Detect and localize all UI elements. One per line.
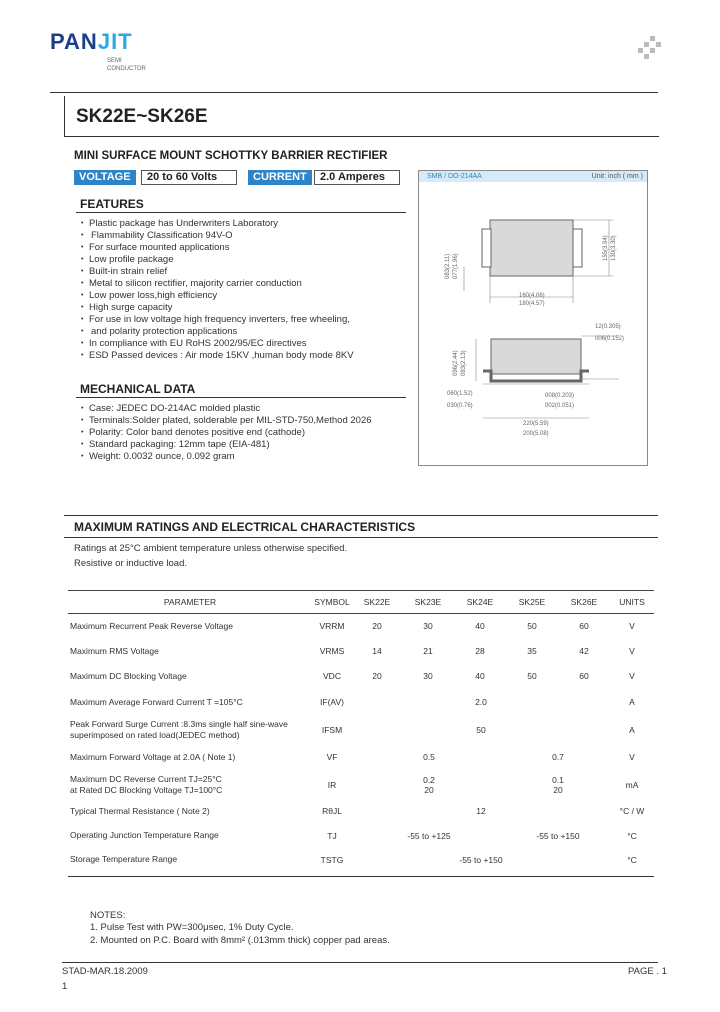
symbol-cell: TJ [327,830,337,841]
dim-label: 200(5.08) [523,431,549,437]
value-line: 0.2 [423,774,435,785]
value-cell: 14 [372,646,382,656]
list-item: • In compliance with EU RoHS 2002/95/EC directives [80,338,354,350]
features-title: FEATURES [80,197,144,211]
list-item: • Polarity: Color band denotes positive end (cathode) [80,427,372,439]
page-label: PAGE . 1 [628,966,667,977]
table-bottom-rule [68,876,654,877]
value-cell [506,771,610,799]
logo-sub-conductor: CONDUCTOR [107,66,146,72]
unit-cell: A [629,697,635,707]
value-cell: 20 [372,671,382,681]
dim-label: 160(4.06) [519,293,545,299]
unit-cell: °C / W [619,806,645,816]
value-cell: 40 [475,671,485,681]
company-logo [50,29,146,78]
table-row [68,716,654,744]
table-row [68,744,654,771]
list-item: • Case: JEDEC DO-214AC molded plastic [80,403,372,415]
value-cell: 50 [527,621,537,632]
footer-rule [62,962,658,963]
value-cell: 21 [423,646,433,656]
header-rule [50,92,658,93]
param-line: at Rated DC Blocking Voltage TJ=100°C [70,784,223,795]
table-row [68,689,654,716]
product-subtitle: MINI SURFACE MOUNT SCHOTTKY BARRIER RECTIFIER [74,150,388,162]
param-cell: Maximum DC Blocking Voltage [70,670,187,681]
dim-label: 008(0.203) [545,393,575,399]
value-line: 20 [424,784,434,795]
page-number: 1 [62,981,68,992]
list-item: • Low power loss,high efficiency [80,290,354,302]
value-cell: -55 to +125 [407,830,451,841]
logo-text-pan: PAN [50,29,98,54]
dim-label: 060(1.52) [447,391,473,397]
list-item: • Terminals:Solder plated, solderable per MIL-STD-750,Method 2026 [80,415,372,427]
ratings-note-ambient: Ratings at 25°C ambient temperature unless otherwise specified. [74,543,348,554]
dim-label: 220(5.59) [523,421,549,427]
symbol-cell: VF [326,752,338,762]
mechanical-title: MECHANICAL DATA [80,382,196,396]
table-row [68,824,654,848]
value-cell: 30 [423,671,433,681]
note-1: 1. Pulse Test with PW=300μsec, 1% Duty Cycle. [90,922,294,933]
symbol-cell: IR [327,779,337,790]
value-cell: 0.5 [423,752,435,762]
table-row [68,771,654,799]
value-cell: 30 [423,621,433,632]
param-cell [68,771,312,799]
unit-cell: °C [627,854,637,865]
package-name: SMB / DO-214AA [427,173,482,180]
value-cell: 42 [579,646,589,656]
logo-sub-semi: SEMI [107,58,122,64]
param-line: Peak Forward Surge Current :8.3ms single half sine-wave [70,718,288,729]
value-line: 0.1 [552,774,564,785]
value-cell: 0.7 [552,752,564,762]
dim-label: 12(0.305) [595,324,621,330]
param-cell: Storage Temperature Range [70,854,178,864]
symbol-cell: IFSM [321,724,343,735]
param-cell: Typical Thermal Resistance ( Note 2) [70,805,210,816]
dim-label: 096(2.44) [453,350,459,376]
corner-dots-decoration [638,36,662,64]
param-line: Maximum DC Reverse Current TJ=25°C [70,773,222,784]
list-item: • Standard packaging: 12mm tape (EIA-481) [80,439,372,451]
mechanical-list [80,403,372,463]
dim-label: 180(4.57) [519,301,545,307]
value-cell: -55 to +150 [536,830,580,841]
symbol-cell: TSTG [320,854,344,865]
symbol-cell: VRRM [319,621,345,632]
mechanical-rule [76,397,406,398]
param-cell: Operating Junction Temperature Range [70,830,219,840]
ratings-table [68,590,654,872]
table-header-cell: SK23E [402,591,454,614]
param-cell: Maximum RMS Voltage [70,645,159,656]
table-header-cell: PARAMETER [68,591,312,614]
list-item: • For surface mounted applications [80,242,354,254]
unit-cell: V [629,671,635,681]
value-cell: 60 [579,621,589,632]
dim-label: 030(0.76) [447,403,473,409]
list-item: • ESD Passed devices : Air mode 15KV ,human body mode 8KV [80,350,354,362]
value-cell: 50 [476,724,486,735]
dim-label: 155(3.94) [603,235,609,261]
dim-label: 006(0.152) [595,336,625,342]
voltage-value: 20 to 60 Volts [141,170,237,185]
symbol-cell: IF(AV) [320,697,344,707]
value-line: 20 [553,784,563,795]
dim-label: 130(3.30) [611,235,617,261]
table-header-cell: SK26E [558,591,610,614]
table-row [68,799,654,824]
logo-text-jit: JIT [97,29,133,54]
list-item: • High surge capacity [80,302,354,314]
table-row [68,848,654,872]
dim-label: 083(2.13) [461,350,467,376]
value-cell: 40 [475,621,485,632]
ratings-rule [64,537,658,538]
package-unit: Unit: inch ( mm ) [591,173,643,180]
unit-cell: V [629,752,635,762]
table-header-cell: SK24E [454,591,506,614]
table-header-cell: SK22E [352,591,402,614]
notes-title: NOTES: [90,910,126,921]
list-item: • Metal to silicon rectifier, majority carrier conduction [80,278,354,290]
dim-label: 077(1.96) [453,253,459,279]
param-cell: Maximum Recurrent Peak Reverse Voltage [70,620,233,631]
unit-cell: mA [625,779,639,790]
table-row [68,664,654,689]
list-item: • Built-in strain relief [80,266,354,278]
ratings-note-load: Resistive or inductive load. [74,558,187,569]
value-cell: -55 to +150 [459,854,503,865]
document-date: STAD-MAR.18.2009 [62,966,148,977]
dim-label: 002(0.051) [545,403,575,409]
dim-label: 083(2.11) [445,253,451,279]
list-item: • Weight: 0.0032 ounce, 0.092 gram [80,451,372,463]
param-cell: Maximum Forward Voltage at 2.0A ( Note 1) [70,751,236,762]
current-value: 2.0 Amperes [314,170,400,185]
ratings-title: MAXIMUM RATINGS AND ELECTRICAL CHARACTERISTICS [74,520,416,534]
unit-cell: A [629,724,635,735]
value-cell: 20 [372,621,382,632]
unit-cell: °C [627,830,637,841]
list-item: • Flammability Classification 94V-O [80,230,354,242]
list-item: • Plastic package has Underwriters Laboratory [80,218,354,230]
voltage-label: VOLTAGE [74,170,136,185]
value-cell: 50 [527,671,537,681]
param-cell [68,716,312,744]
value-cell: 2.0 [475,697,487,707]
ratings-top-rule [64,515,658,516]
value-cell: 35 [527,646,537,656]
list-item: • For use in low voltage high frequency inverters, free wheeling, [80,314,354,326]
table-row [68,639,654,664]
table-row [68,614,654,639]
symbol-cell: VRMS [319,646,345,656]
list-item: • and polarity protection applications [80,326,354,338]
param-line: superimposed on rated load(JEDEC method) [70,729,240,740]
value-cell: 12 [476,806,486,816]
value-cell: 60 [579,671,589,681]
list-item: • Low profile package [80,254,354,266]
package-drawing [418,170,648,466]
current-label: CURRENT [248,170,312,185]
value-cell: 28 [475,646,485,656]
part-title: SK22E~SK26E [76,106,208,127]
table-header-cell: SYMBOL [312,591,352,614]
unit-cell: V [629,621,635,632]
table-header-row [68,591,654,614]
features-rule [76,212,406,213]
symbol-cell: RθJL [322,806,342,816]
table-header-cell: UNITS [610,591,654,614]
features-list [80,218,354,362]
value-cell [352,771,506,799]
table-header-cell: SK25E [506,591,558,614]
symbol-cell: VDC [323,671,341,681]
unit-cell: V [629,646,635,656]
note-2: 2. Mounted on P.C. Board with 8mm² (.013mm thick) copper pad areas. [90,935,390,946]
param-cell: Maximum Average Forward Current T =105°C [70,696,243,707]
